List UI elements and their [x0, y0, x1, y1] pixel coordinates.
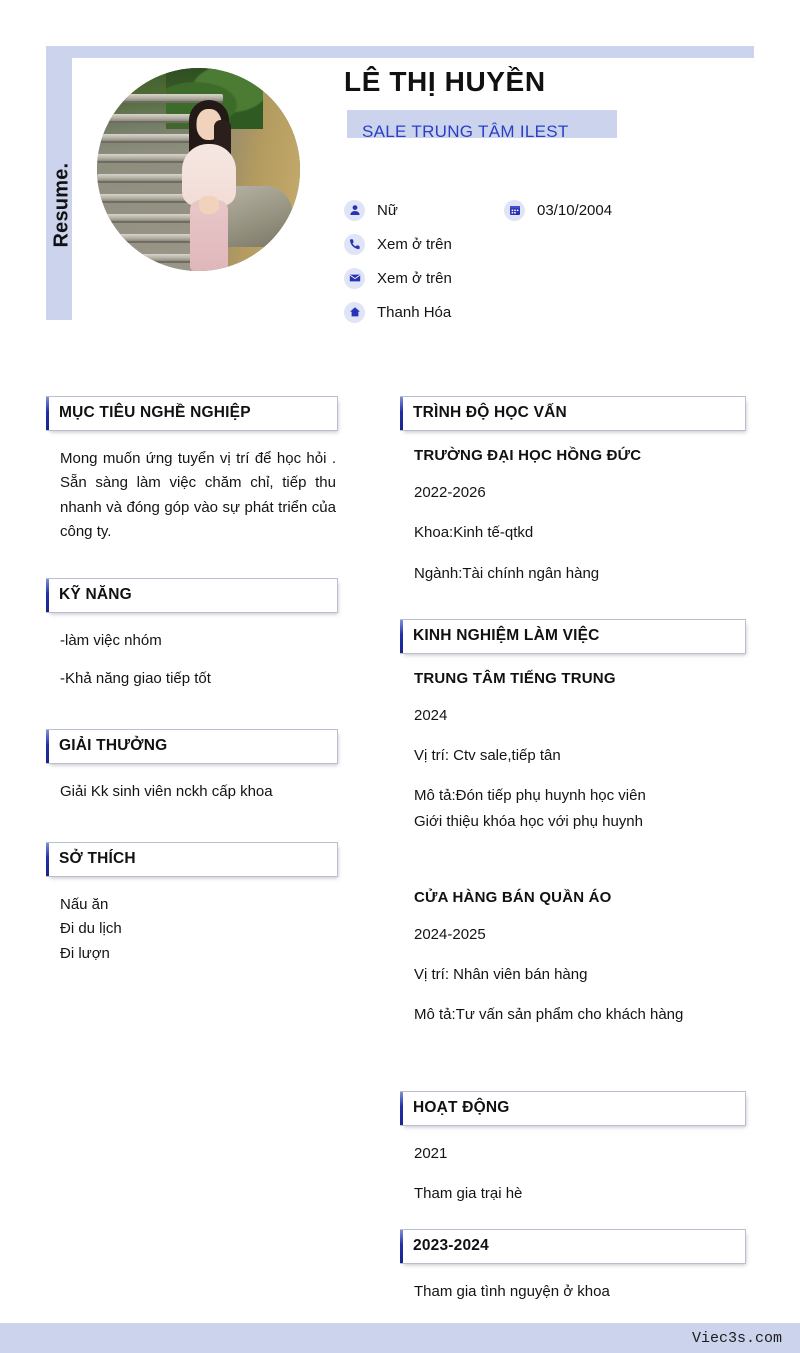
contact-row-gender-birthdate [344, 198, 754, 222]
contact-email [344, 266, 754, 290]
section-header-hobbies [46, 842, 338, 877]
contact-birthdate [504, 200, 612, 221]
section-body-objective [46, 431, 338, 544]
contact-address [344, 300, 754, 324]
avatar [97, 68, 300, 271]
education-entry [414, 447, 744, 585]
section-body-activities-period [400, 1264, 746, 1303]
contact-gender [344, 200, 504, 221]
section-body-education [400, 431, 746, 585]
experience-years: 2024-2025 [414, 925, 486, 943]
education-school: TRƯỜNG ĐẠI HỌC HỒNG ĐỨC [414, 447, 642, 464]
section-header-skills [46, 578, 338, 613]
skill-item: -Khả năng giao tiếp tốt [60, 670, 211, 688]
activity-text: Tham gia trại hè [414, 1184, 523, 1202]
award-item: Giải Kk sinh viên nckh cấp khoa [60, 783, 273, 801]
avatar-photo [97, 68, 300, 271]
section-title-objective: MỤC TIÊU NGHỀ NGHIỆP [59, 404, 251, 421]
resume-vertical-label: Resume. [50, 162, 73, 248]
contact-list [344, 198, 754, 334]
objective-text: Mong muốn ứng tuyển vị trí để học hỏi . Sẵn sàng làm việc chăm chỉ, tiếp thu nhanh và đóng góp vào sự phát triển của công ty. [60, 450, 336, 540]
photo-person [178, 100, 239, 271]
resume-header [46, 46, 754, 320]
section-header-activities [400, 1091, 746, 1126]
education-major: Ngành:Tài chính ngân hàng [414, 564, 600, 582]
section-body-activities [400, 1126, 746, 1206]
job-title: SALE TRUNG TÂM ILEST [362, 122, 569, 142]
experience-entry [414, 670, 744, 833]
section-header-awards [46, 729, 338, 764]
section-title-skills: KỸ NĂNG [59, 586, 132, 604]
contact-gender-value: Nữ [377, 201, 398, 219]
home-icon [344, 302, 365, 323]
calendar-icon [504, 200, 525, 221]
job-title-wrap [344, 110, 754, 150]
section-body-experience [400, 654, 746, 1027]
section-title-activities: HOẠT ĐỘNG [413, 1098, 510, 1116]
footer-bar [0, 1323, 800, 1353]
experience-position: Vị trí: Ctv sale,tiếp tân [414, 747, 561, 764]
section-header-activities-period [400, 1229, 746, 1264]
activity-text: Tham gia tình nguyện ở khoa [414, 1283, 610, 1300]
section-title-activities-period: 2023-2024 [413, 1237, 489, 1254]
hobby-item: Đi lượn [60, 944, 110, 962]
phone-icon [344, 234, 365, 255]
education-faculty: Khoa:Kinh tế-qtkd [414, 524, 534, 542]
section-body-skills [46, 613, 338, 691]
hobby-item: Nấu ăn [60, 896, 109, 914]
section-title-awards: GIẢI THƯỞNG [59, 737, 168, 755]
section-title-experience: KINH NGHIỆM LÀM VIỆC [413, 626, 600, 644]
experience-description: Mô tả:Tư vấn sản phẩm cho khách hàng [414, 1006, 684, 1024]
section-header-education [400, 396, 746, 431]
contact-address-value: Thanh Hóa [377, 303, 452, 321]
section-title-education: TRÌNH ĐỘ HỌC VẤN [413, 404, 567, 421]
hobby-item: Đi du lịch [60, 920, 122, 938]
activity-year: 2021 [414, 1144, 448, 1162]
left-column [46, 396, 338, 966]
header-top-accent-bar [46, 46, 754, 58]
section-header-objective [46, 396, 338, 431]
activity-entry [414, 1142, 744, 1206]
experience-years: 2024 [414, 706, 448, 724]
contact-email-value: Xem ở trên [377, 269, 452, 287]
skill-item: -làm việc nhóm [60, 632, 162, 650]
experience-company: TRUNG TÂM TIẾNG TRUNG [414, 669, 616, 687]
section-title-hobbies: SỞ THÍCH [59, 850, 136, 868]
experience-description: Giới thiệu khóa học với phụ huynh [414, 812, 643, 830]
contact-birthdate-value: 03/10/2004 [537, 201, 613, 219]
experience-company: CỬA HÀNG BÁN QUẦN ÁO [414, 888, 612, 906]
header-identity [344, 66, 754, 150]
envelope-icon [344, 268, 365, 289]
contact-phone [344, 232, 754, 256]
section-body-awards [46, 764, 338, 804]
section-body-hobbies [46, 877, 338, 966]
person-icon [344, 200, 365, 221]
section-header-experience [400, 619, 746, 654]
education-years: 2022-2026 [414, 484, 486, 501]
right-column [400, 396, 746, 1303]
footer-site-label: Viec3s.com [691, 1329, 782, 1347]
experience-position: Vị trí: Nhân viên bán hàng [414, 966, 588, 983]
contact-phone-value: Xem ở trên [377, 235, 452, 253]
experience-entry [414, 889, 744, 1027]
candidate-name: LÊ THỊ HUYỀN [344, 66, 546, 97]
experience-description: Mô tả:Đón tiếp phụ huynh học viên [414, 787, 646, 805]
